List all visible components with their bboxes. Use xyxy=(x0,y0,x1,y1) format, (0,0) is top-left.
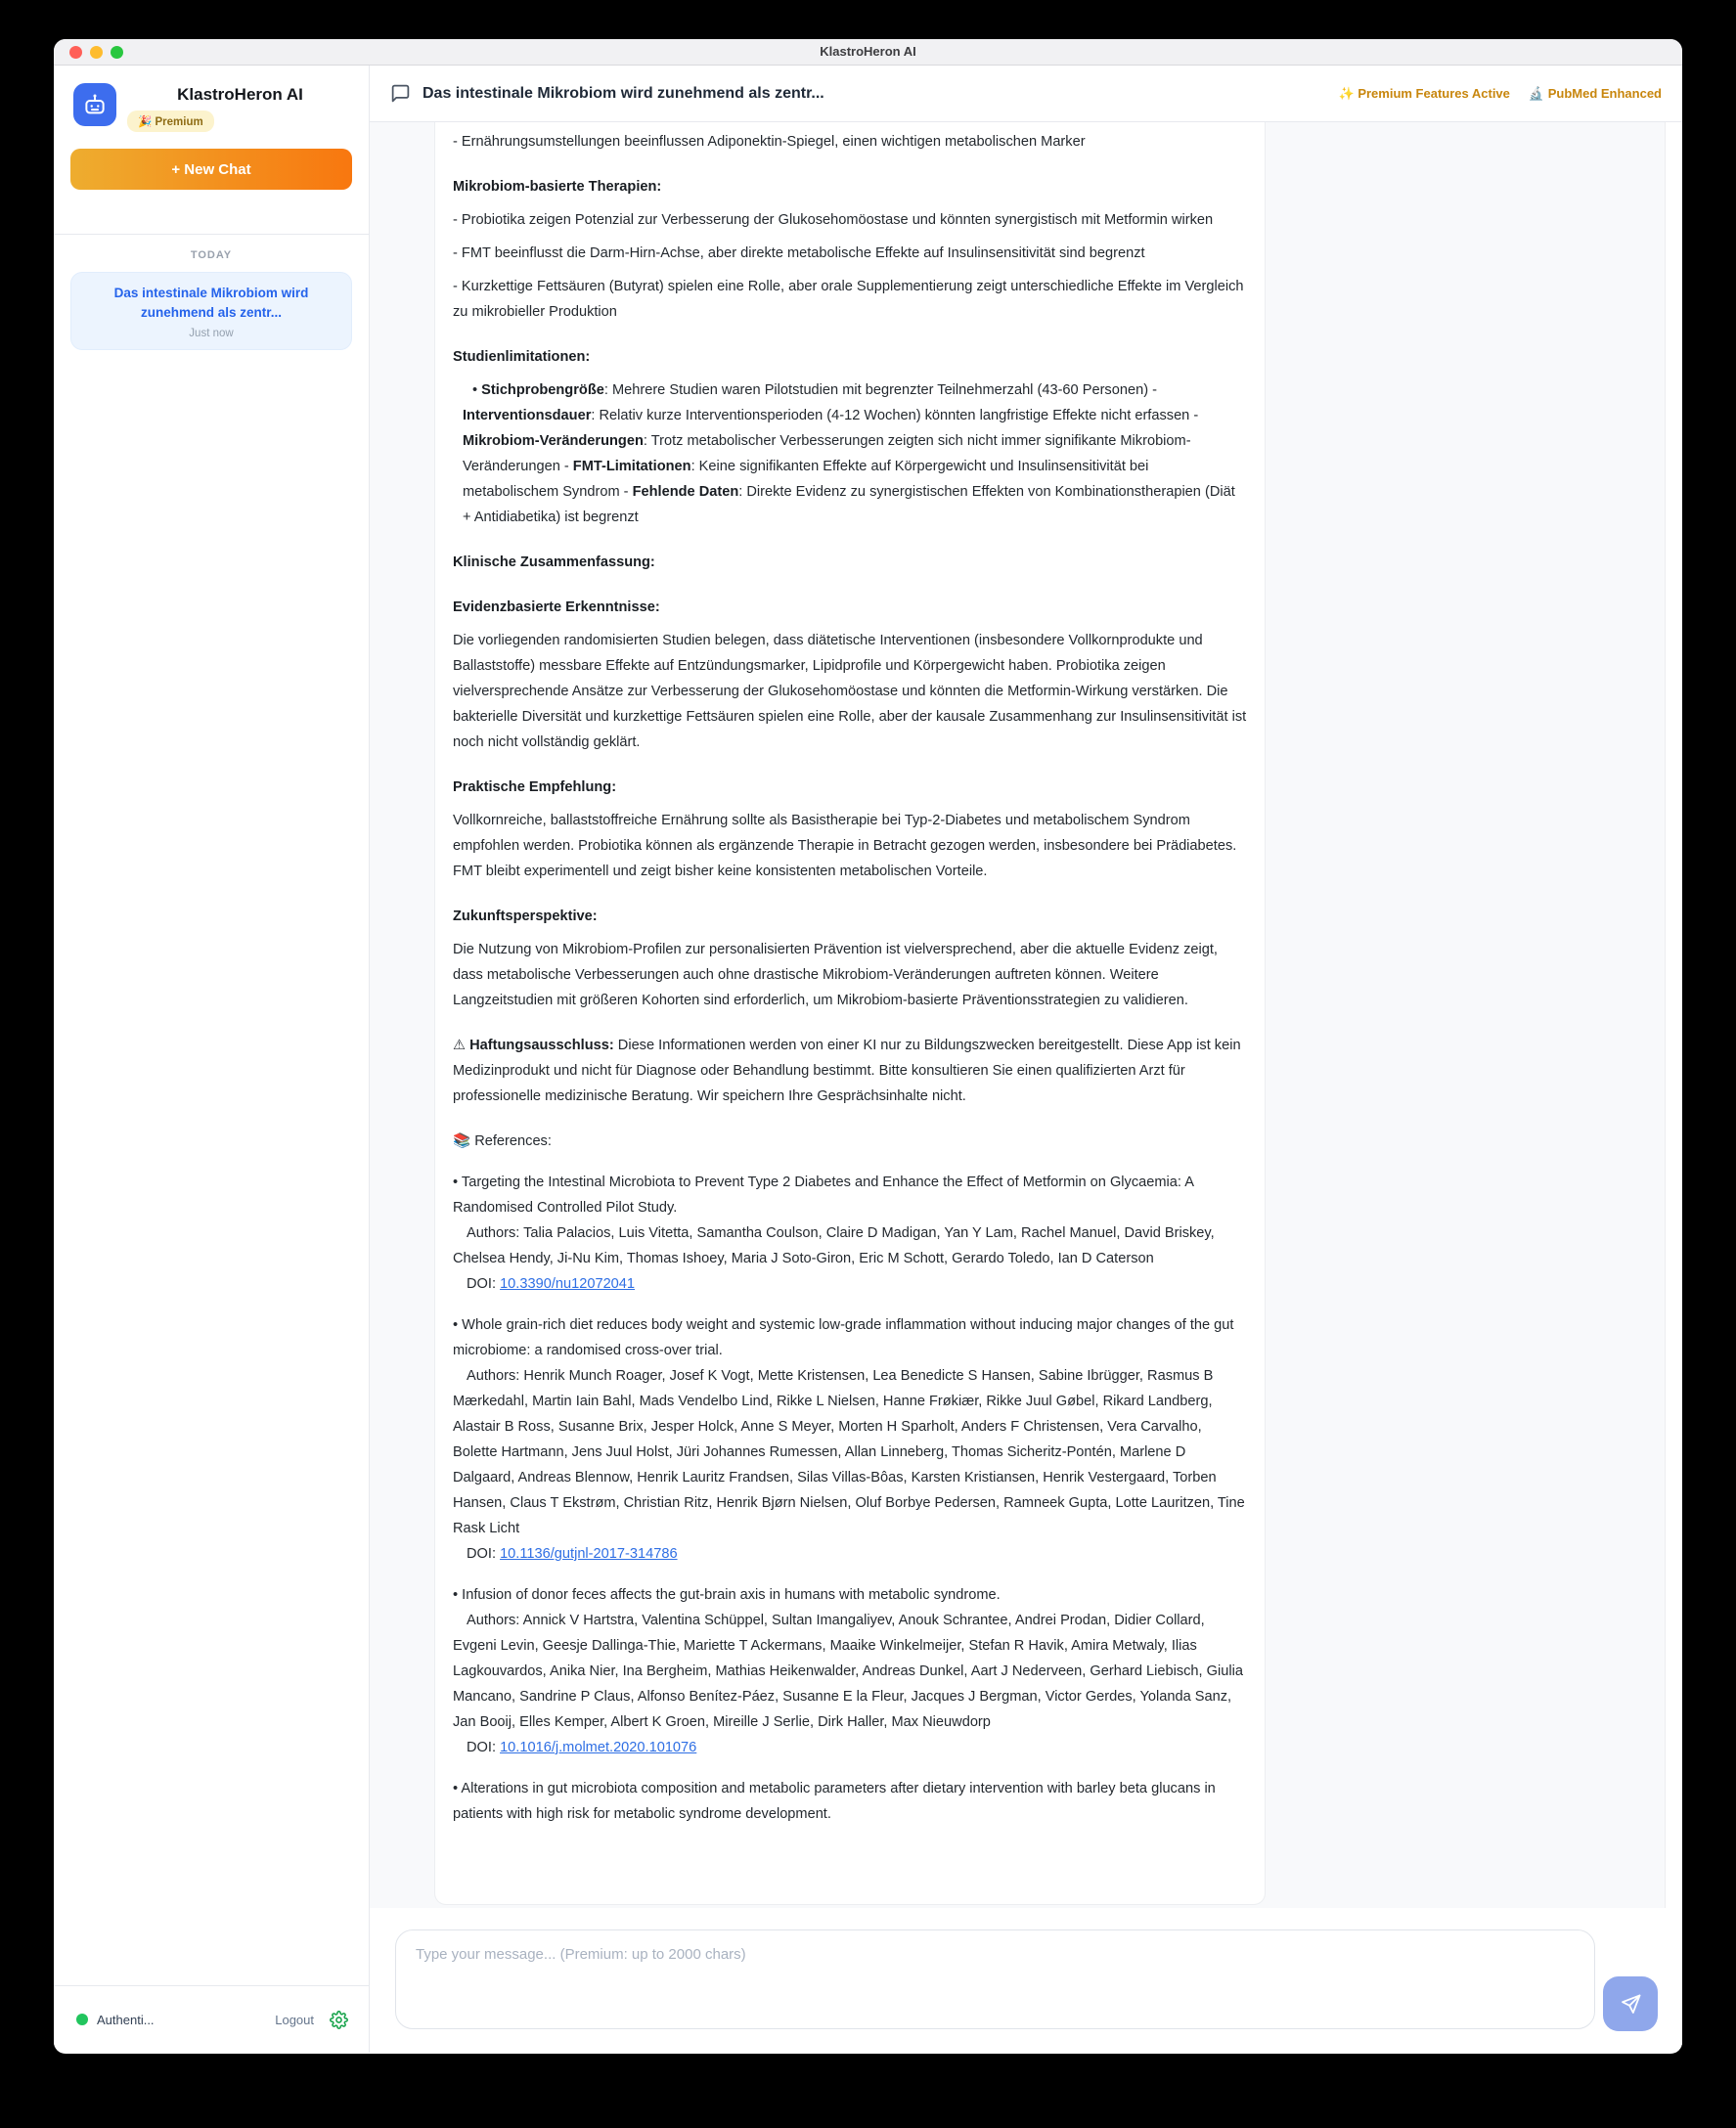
settings-button[interactable] xyxy=(330,2011,348,2029)
reference-authors: Authors: Talia Palacios, Luis Vitetta, Samantha Coulson, Claire D Madigan, Yan Y Lam, Rachel Manuel, David Briskey, Chelsea Hendy, Ji-Nu Kim, Thomas Ishoey, Maria J Soto-Giron, Eric M Schott, Gerardo Toledo, Ian D Caterson xyxy=(453,1225,1215,1266)
reference-doi: DOI: 10.1016/j.molmet.2020.101076 xyxy=(467,1740,697,1755)
reference-title: • Whole grain-rich diet reduces body weight and systemic low-grade inflammation without inducing major changes of the gut microbiome: a randomised cross-over trial. xyxy=(453,1317,1234,1358)
doi-link[interactable]: 10.1016/j.molmet.2020.101076 xyxy=(500,1740,697,1755)
reference-doi: DOI: 10.3390/nu12072041 xyxy=(467,1276,636,1292)
premium-badge: 🎉 Premium xyxy=(127,111,214,132)
auth-status-dot xyxy=(76,2014,88,2025)
minimize-window-button[interactable] xyxy=(90,46,103,59)
robot-icon xyxy=(81,91,109,118)
premium-status-badge: ✨ Premium Features Active xyxy=(1338,85,1510,101)
brand xyxy=(54,66,369,132)
app-name: KlastroHeron AI xyxy=(177,85,303,104)
gear-icon xyxy=(330,2011,348,2029)
window-controls xyxy=(69,46,123,59)
message-paragraph: Die vorliegenden randomisierten Studien belegen, dass diätetische Interventionen (insbesondere Vollkornprodukte und Ballaststoffe) messbare Effekte auf Entzündungsmarker, Lipidprofile und Körpergewicht haben. Probiotika zeigen vielversprechende Ansätze zur Verbesserung der Glukosehomöostase und könnten die Metformin-Wirkung verstärken. Die bakterielle Diversität und kurzkettige Fettsäuren spielen eine Rolle, aber der kausale Zusammenhang zur Insulinsensitivität ist noch nicht vollständig geklärt. xyxy=(453,633,1247,750)
chat-item-title: Das intestinale Mikrobiom wird zunehmend als zentr... xyxy=(113,286,309,320)
paper-plane-icon xyxy=(1619,1992,1642,2016)
new-chat-button[interactable]: + New Chat xyxy=(70,149,352,190)
message-input[interactable] xyxy=(395,1929,1595,2029)
doi-link[interactable]: 10.1136/gutjnl-2017-314786 xyxy=(500,1546,678,1562)
message-paragraph: Vollkornreiche, ballaststoffreiche Ernährung sollte als Basistherapie bei Typ-2-Diabetes und metabolischem Syndrom empfohlen werden. Probiotika können als ergänzende Therapie in Betracht gezogen werden, insbesondere bei Prädiabetes. FMT bleibt experimentell und zeigt bisher keine konsistenten metabolischen Vorteile. xyxy=(453,813,1237,879)
chat-list-item[interactable] xyxy=(70,272,352,350)
auth-status-text: Authenti... xyxy=(97,2012,155,2027)
message-heading: Zukunftsperspektive: xyxy=(453,909,598,924)
message-heading: Mikrobiom-basierte Therapien: xyxy=(453,179,662,195)
send-button[interactable] xyxy=(1603,1976,1658,2031)
message-heading: Studienlimitationen: xyxy=(453,349,591,365)
message-paragraph: - Probiotika zeigen Potenzial zur Verbesserung der Glukosehomöostase und könnten synergistisch mit Metformin wirken xyxy=(453,212,1214,228)
chat-list-section-label: TODAY xyxy=(190,249,233,261)
sidebar xyxy=(54,66,370,2053)
logout-button[interactable]: Logout xyxy=(275,2012,314,2027)
reference-authors: Authors: Annick V Hartstra, Valentina Schüppel, Sultan Imangaliyev, Anouk Schrantee, Andrei Prodan, Didier Collard, Evgeni Levin, Geesje Dallinga-Thie, Mariette T Ackermans, Maaike Winkelmeijer, Stefan R Havik, Amira Metwaly, Ilias Lagkouvardos, Anika Nier, Ina Bergheim, Mathias Heikenwalder, Andreas Dunkel, Aart J Nederveen, Gerhard Liebisch, Giulia Mancano, Sandrine P Claus, Alfonso Benítez-Páez, Susanne E la Fleur, Jacques J Bergman, Victor Gerdes, Yolanda Sanz, Jan Booij, Elles Kemper, Albert K Groen, Mireille J Serlie, Dirk Haller, Max Nieuwdorp xyxy=(453,1613,1243,1730)
chat-bubble-icon xyxy=(390,83,411,104)
app-window xyxy=(54,39,1682,2054)
sidebar-footer xyxy=(54,1985,369,2053)
chat-message-area xyxy=(370,122,1682,1908)
doi-link[interactable]: 10.3390/nu12072041 xyxy=(500,1276,636,1292)
message-heading: Klinische Zusammenfassung: xyxy=(453,554,655,570)
reference-authors: Authors: Henrik Munch Roager, Josef K Vogt, Mette Kristensen, Lea Benedicte S Hansen, Sabine Ibrügger, Rasmus B Mærkedahl, Martin Iain Bahl, Mads Vendelbo Lind, Rikke L Nielsen, Hanne Frøkiær, Rikke Juul Gøbel, Rikard Landberg, Alastair B Ross, Susanne Brix, Jesper Holck, Anne S Meyer, Morten H Sparholt, Anders F Christensen, Vera Carvalho, Bolette Hartmann, Jens Juul Holst, Jüri Johannes Rumessen, Allan Linneberg, Thomas Sicheritz-Pontén, Marlene D Dalgaard, Andreas Blennow, Henrik Lauritz Frandsen, Silas Villas-Bôas, Karsten Kristiansen, Henrik Vestergaard, Torben Hansen, Claus T Ekstrøm, Christian Ritz, Henrik Bjørn Nielsen, Oluf Borbye Pedersen, Ramneek Gupta, Lotte Lauritzen, Tine Rask Licht xyxy=(453,1368,1245,1536)
titlebar xyxy=(54,39,1682,66)
message-paragraph: ⚠ Haftungsausschluss: Diese Informationen werden von einer KI nur zu Bildungszwecken bereitgestellt. Diese App ist kein Medizinprodukt und nicht für Diagnose oder Behandlung bestimmt. Bitte konsultieren Sie einen qualifizierten Arzt für professionelle medizinische Beratung. Wir speichern Ihre Gesprächsinhalte nicht. xyxy=(453,1038,1241,1104)
composer xyxy=(370,1908,1682,2053)
chat-header xyxy=(370,66,1682,122)
reference-title: • Targeting the Intestinal Microbiota to Prevent Type 2 Diabetes and Enhance the Effect of Metformin on Glycaemia: A Randomised Controlled Pilot Study. xyxy=(453,1175,1194,1216)
main-panel xyxy=(370,66,1682,2053)
reference-title: • Infusion of donor feces affects the gut-brain axis in humans with metabolic syndrome. xyxy=(453,1587,1001,1603)
message-paragraph: Die Nutzung von Mikrobiom-Profilen zur personalisierten Prävention ist vielversprechend, aber die aktuelle Evidenz zeigt, dass metabolische Verbesserungen auch ohne drastische Mikrobiom-Veränderungen auftreten können. Weitere Langzeitstudien mit größeren Kohorten sind erforderlich, um Mikrobiom-basierte Präventionsstrategien zu validieren. xyxy=(453,942,1218,1008)
chat-scrollbar[interactable] xyxy=(1665,122,1682,1908)
zoom-window-button[interactable] xyxy=(111,46,123,59)
close-window-button[interactable] xyxy=(69,46,82,59)
message-heading: Evidenzbasierte Erkenntnisse: xyxy=(453,599,660,615)
chat-item-timestamp: Just now xyxy=(189,328,234,339)
app-logo xyxy=(73,83,116,126)
pubmed-status-badge: 🔬 PubMed Enhanced xyxy=(1528,85,1662,101)
message-heading: Praktische Empfehlung: xyxy=(453,779,617,795)
sidebar-divider xyxy=(54,234,369,235)
message-paragraph: - Ernährungsumstellungen beeinflussen Adiponektin-Spiegel, einen wichtigen metabolischen Marker xyxy=(453,134,1086,150)
message-paragraph: - FMT beeinflusst die Darm-Hirn-Achse, aber direkte metabolische Effekte auf Insulinsensitivität sind begrenzt xyxy=(453,245,1145,261)
assistant-message xyxy=(434,122,1266,1905)
reference-doi: DOI: 10.1136/gutjnl-2017-314786 xyxy=(467,1546,678,1562)
window-title: KlastroHeron AI xyxy=(820,44,916,59)
chat-title: Das intestinale Mikrobiom wird zunehmend als zentr... xyxy=(423,84,824,102)
reference-title: • Alterations in gut microbiota composition and metabolic parameters after dietary intervention with barley beta glucans in patients with high risk for metabolic syndrome development. xyxy=(453,1781,1216,1822)
message-paragraph: - Kurzkettige Fettsäuren (Butyrat) spielen eine Rolle, aber orale Supplementierung zeigt unterschiedliche Effekte im Vergleich zu mikrobieller Produktion xyxy=(453,279,1244,320)
message-paragraph: 📚 References: xyxy=(453,1133,552,1149)
message-paragraph: • Stichprobengröße: Mehrere Studien waren Pilotstudien mit begrenzter Teilnehmerzahl (43-60 Personen) - Interventionsdauer: Relativ kurze Interventionsperioden (4-12 Wochen) könnten langfristige Effekte nicht erfassen - Mikrobiom-Veränderungen: Trotz metabolischer Verbesserungen zeigten sich nicht immer signifikante Mikrobiom-Veränderungen - FMT-Limitationen: Keine signifikanten Effekte auf Körpergewicht und Insulinsensitivität bei metabolischem Syndrom - Fehlende Daten: Direkte Evidenz zu synergistischen Effekten von Kombinationstherapien (Diät + Antidiabetika) ist begrenzt xyxy=(463,382,1235,525)
